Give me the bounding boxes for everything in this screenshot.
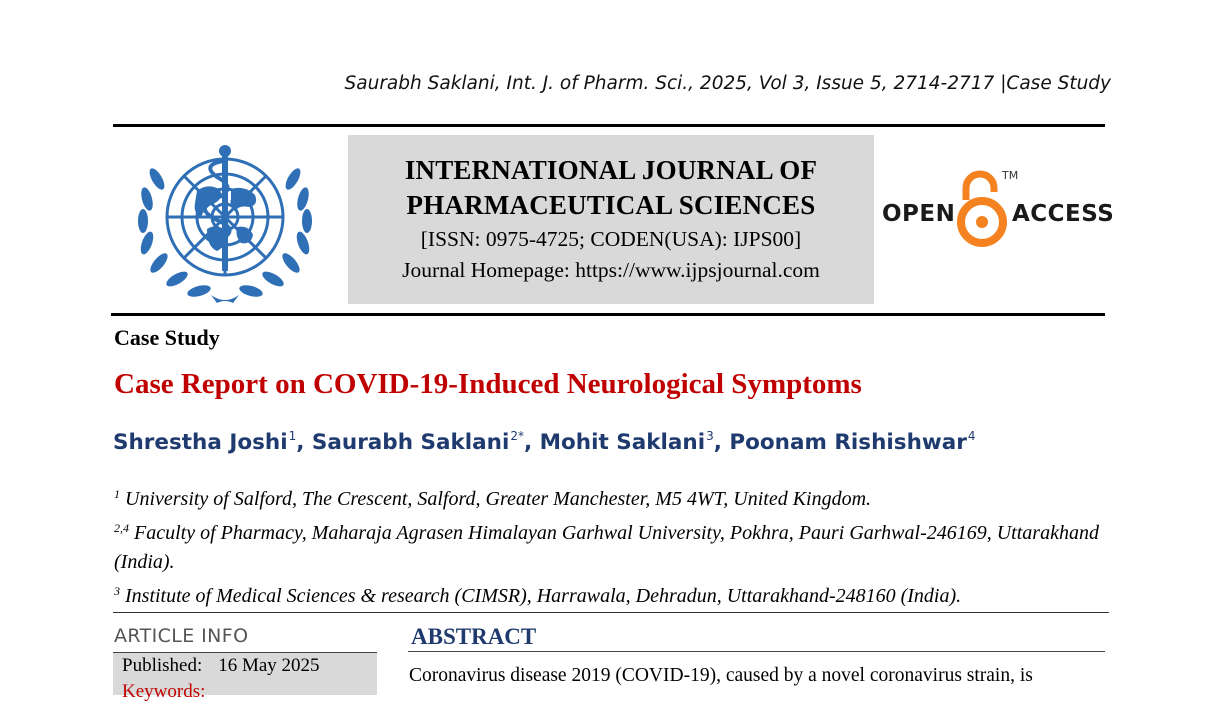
open-lock-icon (956, 166, 1008, 252)
author-name[interactable]: Poonam Rishishwar (729, 430, 967, 455)
author-affiliation-mark: 2* (510, 429, 524, 443)
affiliation-list (114, 480, 1099, 611)
author-list (113, 429, 976, 455)
running-head: Saurabh Saklani, Int. J. of Pharm. Sci., 2025, Vol 3, Issue 5, 2714-2717 |Case Study (344, 73, 1111, 94)
author-affiliation-mark: 1 (288, 429, 297, 443)
author-affiliation-mark: 4 (967, 429, 976, 443)
open-access-word-open: OPEN (882, 201, 956, 227)
article-type: Case Study (114, 325, 220, 350)
abstract-heading: ABSTRACT (411, 624, 537, 649)
published-date-row (122, 655, 320, 677)
affiliation-item (114, 480, 1099, 514)
affiliation-text: Institute of Medical Sciences & research (CIMSR), Harrawala, Dehradun, Uttarakhand-248160 (India). (125, 585, 962, 607)
abstract-text: Coronavirus disease 2019 (COVID-19), caused by a novel coronavirus strain, is (409, 665, 1033, 686)
affiliation-mark: 3 (114, 584, 120, 598)
author-name[interactable]: Mohit Saklani (539, 430, 706, 455)
article-title: Case Report on COVID-19-Induced Neurological Symptoms (114, 368, 862, 400)
author-name[interactable]: Saurabh Saklani (311, 430, 510, 455)
author-affiliation-mark: 3 (706, 429, 714, 443)
author-name[interactable]: Shrestha Joshi (113, 430, 288, 455)
author-separator: , (523, 430, 540, 455)
section-divider (113, 612, 1109, 613)
published-date: 16 May 2025 (218, 655, 320, 676)
journal-issn: [ISSN: 0975-4725; CODEN(USA): IJPS00] (420, 227, 802, 251)
published-label: Published: (122, 655, 203, 676)
affiliation-mark: 1 (114, 487, 120, 501)
author-separator: , (713, 430, 730, 455)
trademark-mark: TM (1002, 169, 1019, 182)
journal-name: INTERNATIONAL JOURNAL OF PHARMACEUTICAL SCIENCES (404, 155, 818, 220)
open-access-word-access: ACCESS (1012, 201, 1115, 227)
header-rule-bottom (111, 313, 1105, 316)
header-rule-top (113, 124, 1105, 127)
journal-homepage: Journal Homepage: https://www.ijpsjournal.com (402, 258, 820, 282)
author-separator: , (296, 430, 312, 455)
affiliation-item (114, 514, 1099, 577)
affiliation-text: University of Salford, The Crescent, Salford, Greater Manchester, M5 4WT, United Kingdom. (125, 488, 872, 510)
affiliation-item (114, 577, 1099, 611)
abstract-rule (408, 651, 1105, 652)
affiliation-mark: 2,4 (114, 521, 129, 535)
keywords-label: Keywords: (122, 681, 206, 702)
article-info-heading: ARTICLE INFO (114, 625, 249, 647)
open-access-logo (880, 166, 1115, 252)
journal-emblem-logo (127, 139, 323, 305)
journal-masthead (348, 135, 874, 304)
affiliation-text: Faculty of Pharmacy, Maharaja Agrasen Himalayan Garhwal University, Pokhra, Pauri Garhwal-246169, Uttarakhand (India). (114, 522, 1099, 573)
